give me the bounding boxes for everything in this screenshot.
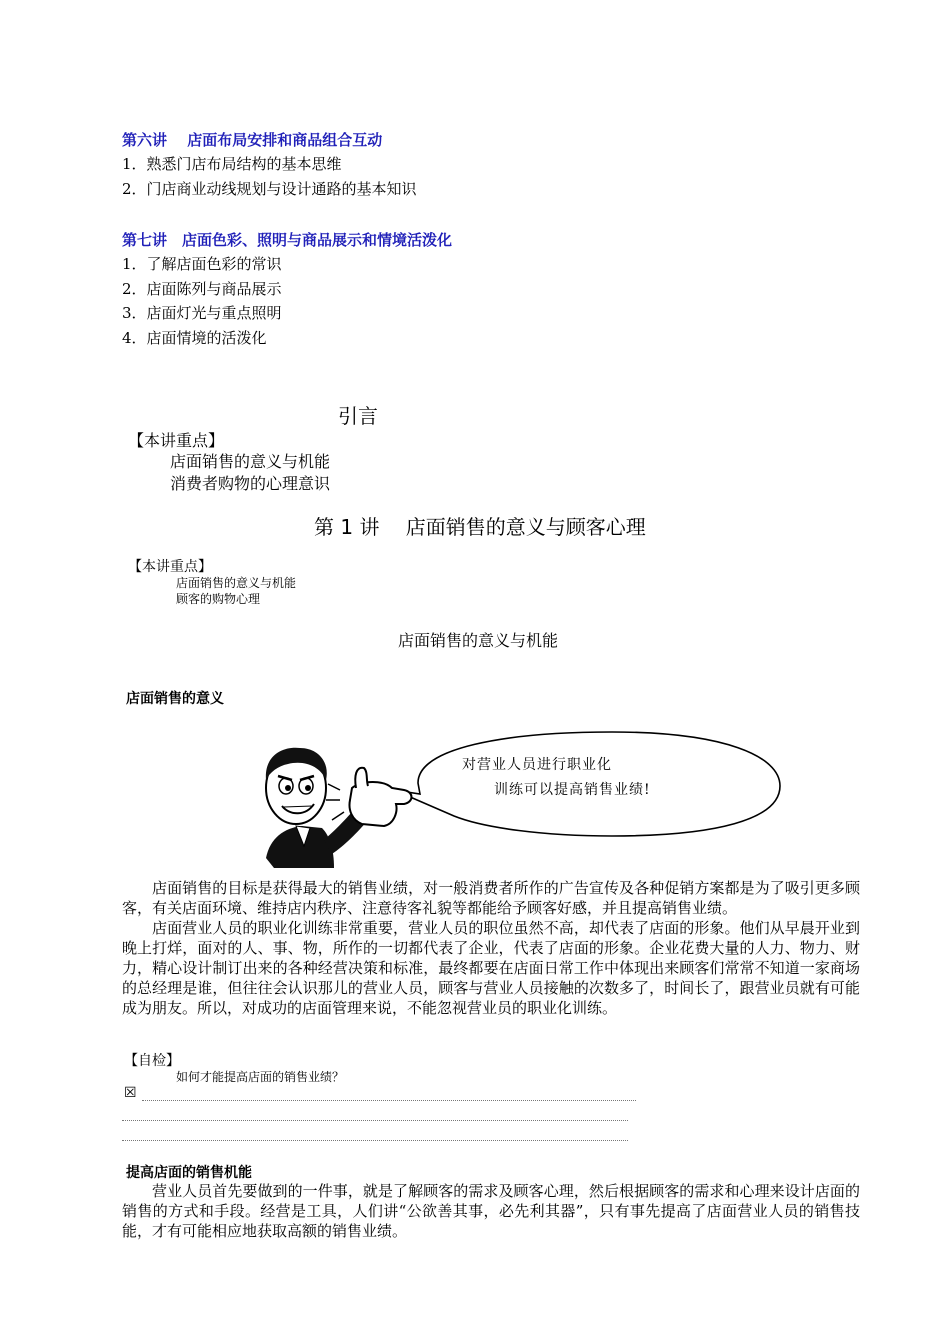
thumbs-up-hand: [350, 782, 412, 826]
subsection-title: 店面销售的意义: [126, 691, 224, 707]
cartoon-salesman-illustration: [244, 728, 784, 873]
checkbox-icon[interactable]: ☒: [124, 1085, 137, 1101]
lecture7-item-1: 1．了解店面色彩的常识: [122, 255, 282, 273]
lecture7-item-2: 2．店面陈列与商品展示: [122, 280, 282, 298]
subsection2-title: 提高店面的销售机能: [126, 1165, 252, 1181]
intro-focus-item-1: 店面销售的意义与机能: [170, 452, 331, 471]
bubble-line-2: 训练可以提高销售业绩!: [494, 782, 651, 798]
lecture1-heading: 第 1 讲 店面销售的意义与顾客心理: [314, 515, 646, 539]
intro-focus-label: 【本讲重点】: [128, 431, 225, 450]
paragraph-1: 店面销售的目标是获得最大的销售业绩，对一般消费者所作的广告宣传及各种促销方案都是为了吸引更多顾客，有关店面环境、维持店内秩序、注意待客礼貌等都能给予顾客好感，并且提高销售业绩。: [122, 879, 860, 917]
lecture6-title: 第六讲 店面布局安排和商品组合互动: [122, 131, 383, 149]
answer-line-2[interactable]: [122, 1120, 628, 1121]
bubble-line-1: 对营业人员进行职业化: [462, 757, 612, 773]
lecture7-item-4: 4．店面情境的活泼化: [122, 329, 267, 347]
lecture1-focus-item-1: 店面销售的意义与机能: [176, 576, 297, 590]
lecture6-item-2: 2．门店商业动线规划与设计通路的基本知识: [122, 180, 417, 198]
paragraph-2: 店面营业人员的职业化训练非常重要，营业人员的职位虽然不高，却代表了店面的形象。他们从早晨开业到晚上打烊，面对的人、事、物，所作的一切都代表了企业，代表了店面的形象。企业花费大量的人力、物力、财力，精心设计制订出来的各种经营决策和标准，最终都要在店面日常工作中体现出来顾客们常常不知道一家商场的总经理是谁，但往往会认识那儿的营业人员，顾客与营业人员接触的次数多了，时间长了，跟营业员就有可能成为朋友。所以，对成功的店面管理来说，不能忽视营业员的职业化训练。: [122, 919, 860, 1017]
intro-heading: 引言: [338, 404, 378, 428]
lecture6-item-1: 1．熟悉门店布局结构的基本思维: [122, 155, 342, 173]
lecture7-item-3: 3．店面灯光与重点照明: [122, 304, 282, 322]
lecture1-focus-item-2: 顾客的购物心理: [176, 592, 261, 606]
lecture7-title: 第七讲 店面色彩、照明与商品展示和情境活泼化: [122, 231, 453, 249]
section-title: 店面销售的意义与机能: [398, 631, 559, 650]
selfcheck-label: 【自检】: [124, 1053, 180, 1069]
lecture1-focus-label: 【本讲重点】: [128, 559, 212, 575]
paragraph-3: 营业人员首先要做到的一件事，就是了解顾客的需求及顾客心理，然后根据顾客的需求和心理来设计店面的销售的方式和手段。经营是工具，人们讲“公欲善其事，必先利其器”，只有事先提高了店面营业人员的销售技能，才有可能相应地获取高额的销售业绩。: [122, 1182, 860, 1240]
answer-line-1[interactable]: [142, 1100, 636, 1101]
answer-line-3[interactable]: [122, 1140, 628, 1141]
selfcheck-question: 如何才能提高店面的销售业绩？: [176, 1070, 345, 1084]
intro-focus-item-2: 消费者购物的心理意识: [170, 474, 331, 493]
